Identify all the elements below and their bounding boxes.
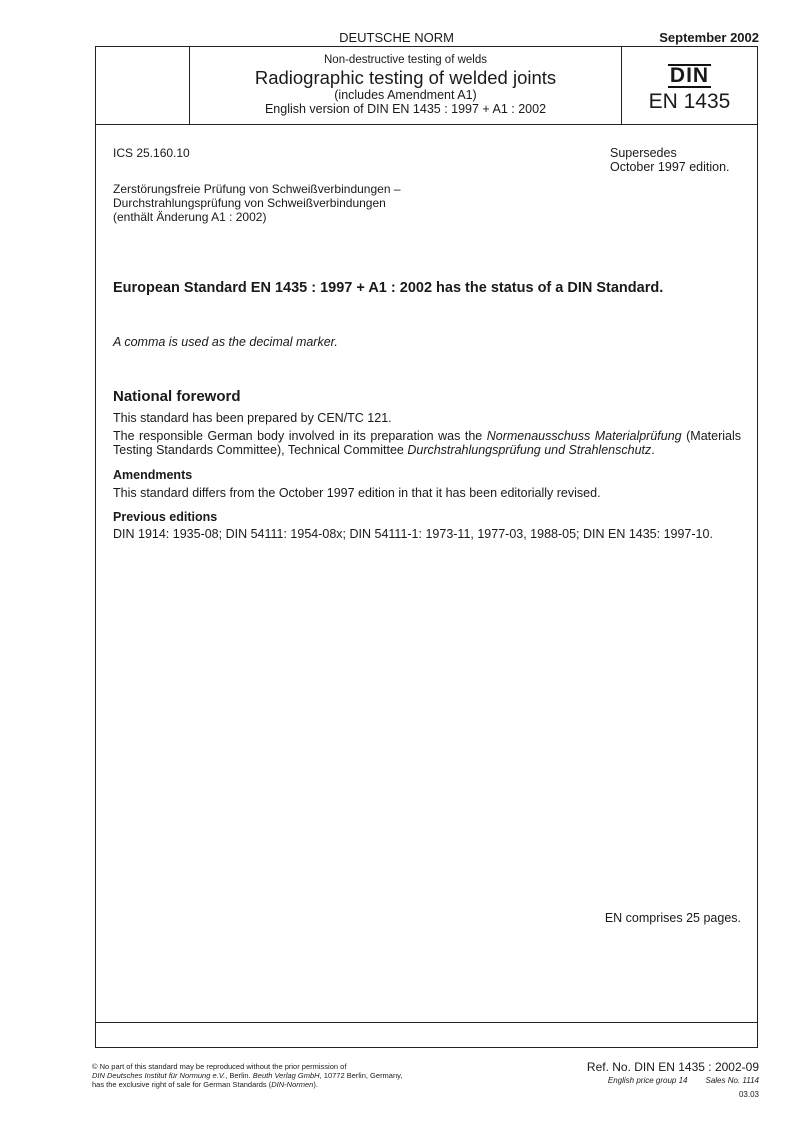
national-foreword-heading: National foreword: [113, 388, 241, 405]
reference-number: Ref. No. DIN EN 1435 : 2002-09: [586, 1060, 759, 1074]
beuth-verlag-name: Beuth Verlag GmbH: [252, 1071, 320, 1080]
decimal-marker-note: A comma is used as the decimal marker.: [113, 335, 338, 349]
copyright-line-2-b: , Berlin.: [225, 1071, 253, 1080]
previous-editions-text: DIN 1914: 1935-08; DIN 54111: 1954-08x; DIN 54111-1: 1973-11, 1977-03, 1988-05; DIN EN 1435: 1997-10.: [113, 527, 713, 541]
din-normen-label: DIN-Normen: [271, 1080, 314, 1089]
amendment-note: (includes Amendment A1): [334, 88, 477, 102]
header-title-block: [190, 47, 621, 117]
responsible-middle: (Materials Testing Standards Committee), Technical Committee: [113, 429, 742, 457]
copyright-line-2: [92, 1071, 402, 1080]
technical-committee-name: Durchstrahlungsprüfung und Strahlenschutz: [407, 443, 652, 457]
copyright-line-3-c: ).: [313, 1080, 318, 1089]
german-title-line-1: Zerstörungsfreie Prüfung von Schweißverbindungen –: [113, 182, 401, 196]
header-row: [96, 47, 757, 125]
copyright-line-2-d: , 10772 Berlin, Germany,: [319, 1071, 403, 1080]
german-title-line-3: (enthält Änderung A1 : 2002): [113, 210, 267, 224]
status-statement: European Standard EN 1435 : 1997 + A1 : 2002 has the status of a DIN Standard.: [113, 280, 664, 296]
copyright-notice: [92, 1062, 402, 1089]
previous-editions-heading: Previous editions: [113, 510, 218, 524]
amendments-text: This standard differs from the October 1997 edition in that it has been editorially revised.: [113, 486, 601, 500]
din-institute-name: DIN Deutsches Institut für Normung e.V.: [92, 1071, 226, 1080]
footer-divider: [96, 1022, 757, 1023]
copyright-line-1: © No part of this standard may be reproduced without the prior permission of: [92, 1062, 347, 1071]
standard-number: EN 1435: [648, 90, 731, 113]
prepared-by-text: This standard has been prepared by CEN/TC 121.: [113, 411, 392, 425]
english-version-line: English version of DIN EN 1435 : 1997 + A1 : 2002: [264, 102, 547, 116]
german-title: [113, 182, 401, 224]
price-info: [608, 1076, 759, 1085]
supersedes-line-2: October 1997 edition.: [610, 160, 730, 174]
responsible-body-name: Normenausschuss Materialprüfung: [486, 429, 682, 443]
price-group: English price group 14: [607, 1076, 688, 1085]
din-logo: DIN: [669, 64, 710, 87]
page-count: EN comprises 25 pages.: [604, 911, 741, 925]
header-logo-block: [622, 47, 757, 115]
responsible-prefix: The responsible German body involved in its preparation was the: [113, 429, 487, 443]
publication-date: September 2002: [659, 30, 759, 45]
copyright-line-3-a: has the exclusive right of sale for German Standards (: [92, 1080, 272, 1089]
subject-line: Non-destructive testing of welds: [324, 54, 487, 66]
document-type-label: DEUTSCHE NORM: [339, 30, 454, 45]
supersedes-line-1: Supersedes: [610, 146, 677, 160]
responsible-body-text: [113, 429, 741, 457]
document-title: Radiographic testing of welded joints: [254, 67, 557, 88]
sales-number: Sales No. 1114: [705, 1076, 759, 1085]
copyright-line-3: [92, 1080, 402, 1089]
supersedes-note: [610, 146, 730, 174]
responsible-suffix: .: [651, 443, 655, 457]
edition-code: 03.03: [738, 1090, 759, 1099]
ics-code: ICS 25.160.10: [113, 146, 190, 160]
amendments-heading: Amendments: [113, 468, 193, 482]
german-title-line-2: Durchstrahlungsprüfung von Schweißverbindungen: [113, 196, 386, 210]
